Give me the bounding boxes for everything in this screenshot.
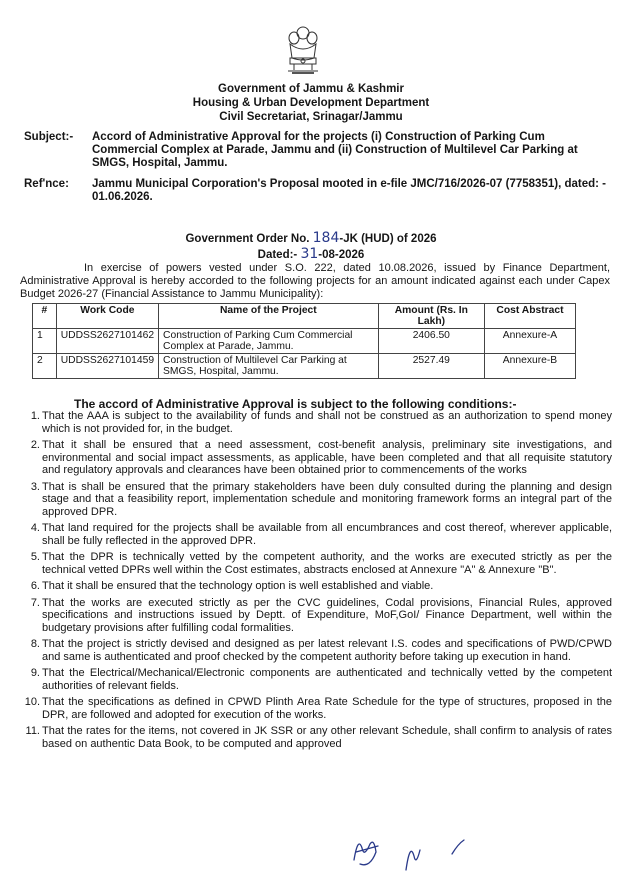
cell-amount: 2406.50 bbox=[378, 329, 484, 354]
subject-label: Subject:- bbox=[24, 131, 74, 143]
order-date-prefix: Dated:- bbox=[257, 249, 298, 261]
table-header-row bbox=[33, 304, 576, 329]
list-item bbox=[20, 439, 612, 477]
intro-paragraph: In exercise of powers vested under S.O. 222, dated 10.08.2026, issued by Finance Department, Administrative Approval is hereby accorded to the following projects for an amount indicated against each under Capex Budget 2026-27 (Financial Assistance to Jammu Municipality): bbox=[20, 262, 610, 300]
condition-number: 6. bbox=[30, 580, 40, 592]
conditions-heading: The accord of Administrative Approval is subject to the following conditions:- bbox=[74, 397, 517, 411]
order-number-handwritten: 184 bbox=[312, 230, 340, 246]
cell-num: 2 bbox=[33, 354, 57, 379]
col-header-project-name: Name of the Project bbox=[159, 304, 379, 329]
handwritten-signature-icon bbox=[340, 830, 480, 874]
condition-text: That the project is strictly devised and designed as per latest relevant I.S. codes and specifications of PWD/CPWD and same is authenticated and proof checked by the competent authority before taking up execution in hand. bbox=[42, 638, 612, 663]
col-header-cost-abstract: Cost Abstract bbox=[484, 304, 575, 329]
col-header-amount: Amount (Rs. In Lakh) bbox=[378, 304, 484, 329]
condition-number: 8. bbox=[30, 638, 40, 650]
government-order-number bbox=[0, 230, 622, 246]
condition-text: That the Electrical/Mechanical/Electronic components are authenticated and technically vetted by the competent authorities of relevant fields. bbox=[42, 667, 612, 692]
order-date bbox=[0, 246, 622, 262]
conditions-list bbox=[20, 410, 612, 754]
condition-text: That the AAA is subject to the availability of funds and shall not be construed as an authorization to spend money which is not provided for, in the budget. bbox=[42, 410, 612, 435]
condition-text: That the specifications as defined in CPWD Plinth Area Rate Schedule for the type of structures, proposed in the DPR, are followed and adopted for execution of the works. bbox=[42, 696, 612, 721]
list-item bbox=[20, 638, 612, 663]
national-emblem-icon bbox=[282, 24, 324, 76]
cell-num: 1 bbox=[33, 329, 57, 354]
order-date-day-handwritten: 31 bbox=[300, 246, 319, 262]
condition-number: 2. bbox=[30, 439, 40, 451]
header-department: Housing & Urban Development Department bbox=[192, 97, 430, 109]
projects-table bbox=[32, 303, 576, 379]
condition-number: 9. bbox=[30, 667, 40, 679]
reference-label: Ref'nce: bbox=[24, 178, 69, 190]
cell-project-name: Construction of Parking Cum Commercial Complex at Parade, Jammu. bbox=[159, 329, 379, 354]
condition-number: 4. bbox=[30, 522, 40, 534]
condition-text: That the works are executed strictly as per the CVC guidelines, Codal provisions, Financial Rules, approved specifications and instructions issued by Deptt. of Expenditure, MoF,GoI/ Finance Department, well within the budgetary provisions after fulfilling codal formalities. bbox=[42, 596, 612, 634]
condition-number: 5. bbox=[30, 551, 40, 563]
col-header-num: # bbox=[33, 304, 57, 329]
condition-number: 10. bbox=[24, 696, 40, 708]
condition-text: That it shall be ensured that the technology option is well established and viable. bbox=[42, 580, 434, 592]
subject-text: Accord of Administrative Approval for the projects (i) Construction of Parking Cum Commercial Complex at Parade, Jammu and (ii) Construction of Multilevel Car Parking at SMGS, Hospital, Jammu. bbox=[92, 131, 578, 169]
condition-number: 1. bbox=[30, 410, 40, 422]
condition-text: That the rates for the items, not covered in JK SSR or any other relevant Schedule, shall confirm to analysis of rates based on authentic Data Book, to be computed and approved bbox=[42, 725, 612, 750]
cell-cost-abstract: Annexure-B bbox=[484, 354, 575, 379]
cell-cost-abstract: Annexure-A bbox=[484, 329, 575, 354]
condition-text: That the DPR is technically vetted by the competent authority, and the works are executed strictly as per the technical vetted DPRs well within the Cost estimates, abstracts enclosed at Annexure "A" & Annexure "B". bbox=[42, 551, 612, 576]
list-item bbox=[20, 580, 612, 593]
cell-work-code: UDDSS2627101462 bbox=[56, 329, 158, 354]
list-item bbox=[20, 696, 612, 721]
reference-text: Jammu Municipal Corporation's Proposal mooted in e-file JMC/716/2026-07 (7758351), dated: - 01.06.2026. bbox=[92, 178, 606, 203]
list-item bbox=[20, 667, 612, 692]
order-suffix: -JK (HUD) of 2026 bbox=[339, 233, 437, 245]
header-secretariat: Civil Secretariat, Srinagar/Jammu bbox=[219, 111, 403, 123]
condition-number: 7. bbox=[30, 596, 40, 609]
condition-number: 3. bbox=[30, 480, 40, 493]
header-government: Government of Jammu & Kashmir bbox=[218, 83, 404, 95]
col-header-work-code: Work Code bbox=[56, 304, 158, 329]
condition-text: That land required for the projects shall be available from all encumbrances and cost thereof, wherever applicable, shall be fully reflected in the approved DPR. bbox=[42, 522, 612, 547]
list-item bbox=[20, 481, 612, 519]
list-item bbox=[20, 551, 612, 576]
order-prefix: Government Order No. bbox=[185, 233, 310, 245]
order-date-suffix: -08-2026 bbox=[318, 249, 365, 261]
list-item bbox=[20, 597, 612, 635]
list-item bbox=[20, 522, 612, 547]
cell-work-code: UDDSS2627101459 bbox=[56, 354, 158, 379]
cell-amount: 2527.49 bbox=[378, 354, 484, 379]
list-item bbox=[20, 410, 612, 435]
table-row bbox=[33, 354, 576, 379]
cell-project-name: Construction of Multilevel Car Parking at SMGS, Hospital, Jammu. bbox=[159, 354, 379, 379]
condition-number: 11. bbox=[25, 725, 40, 737]
condition-text: That it shall be ensured that a need assessment, cost-benefit analysis, preliminary site investigations, and environmental and social impact assessments, as applicable, have been completed and that all requisite statutory and regulatory approvals and clearances have been obtained prior to commencements of the works bbox=[42, 439, 612, 476]
condition-text: That is shall be ensured that the primary stakeholders have been duly consulted during the planning and design stage and that a feasibility report, implementation schedule and monitoring framework forms an integral part of the approved DPR. bbox=[42, 480, 612, 518]
list-item bbox=[20, 725, 612, 750]
table-row bbox=[33, 329, 576, 354]
